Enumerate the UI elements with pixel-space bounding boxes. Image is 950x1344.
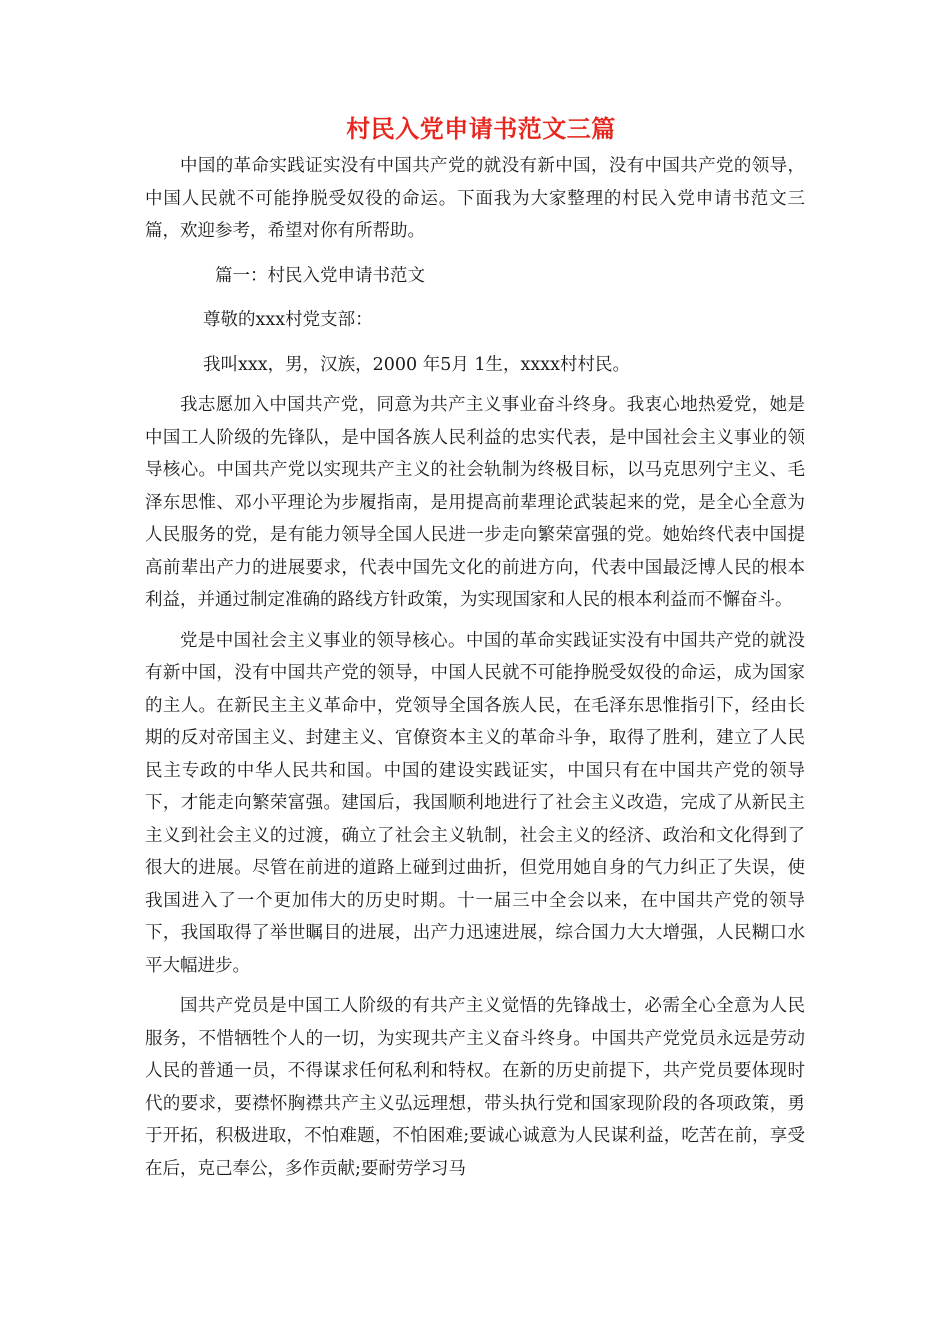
section-heading: 篇一：村民入党申请书范文 — [215, 265, 425, 286]
document-title: 村民入党申请书范文三篇 — [346, 115, 616, 143]
self-introduction: 我叫xxx，男，汉族，2000 年5月 1生，xxxx村村民。 — [203, 354, 631, 375]
intro-paragraph: 中国的革命实践证实没有中国共产党的就没有新中国，没有中国共产党的领导，中国人民就不可能挣脱受奴役的命运。下面我为大家整理的村民入党申请书范文三篇，欢迎参考，希望对你有所帮助。 — [145, 156, 805, 241]
document-body — [145, 112, 805, 1185]
body-paragraph: 国共产党员是中国工人阶级的有共产主义觉悟的先锋战士，必需全心全意为人民服务，不惜牺牲个人的一切，为实现共产主义奋斗终身。中国共产党党员永远是劳动人民的普通一员，不得谋求任何私利和特权。在新的历史前提下，共产党员要体现时代的要求，要襟怀胸襟共产主义弘远理想，带头执行党和国家现阶段的各项政策，勇于开拓，积极进取，不怕难题，不怕困难;要诚心诚意为人民谋利益，吃苦在前，享受在后，克己奉公，多作贡献;要耐劳学习马 — [145, 996, 805, 1179]
body-paragraph: 党是中国社会主义事业的领导核心。中国的革命实践证实没有中国共产党的就没有新中国，没有中国共产党的领导，中国人民就不可能挣脱受奴役的命运，成为国家的主人。在新民主主义革命中，党领导全国各族人民，在毛泽东思惟指引下，经由长期的反对帝国主义、封建主义、官僚资本主义的革命斗争，取得了胜利，建立了人民民主专政的中华人民共和国。中国的建设实践证实，中国只有在中国共产党的领导下，才能走向繁荣富强。建国后，我国顺利地进行了社会主义改造，完成了从新民主主义到社会主义的过渡，确立了社会主义轨制，社会主义的经济、政治和文化得到了很大的进展。尽管在前进的道路上碰到过曲折，但党用她自身的气力纠正了失误，使我国进入了一个更加伟大的历史时期。十一届三中全会以来，在中国共产党的领导下，我国取得了举世瞩目的进展，出产力迅速进展，综合国力大大增强，人民糊口水平大幅进步。 — [145, 630, 805, 976]
body-paragraph: 我志愿加入中国共产党，同意为共产主义事业奋斗终身。我衷心地热爱党，她是中国工人阶级的先锋队，是中国各族人民利益的忠实代表，是中国社会主义事业的领导核心。中国共产党以实现共产主义的社会轨制为终极目标，以马克思列宁主义、毛泽东思惟、邓小平理论为步履指南，是用提高前辈理论武装起来的党，是全心全意为人民服务的党，是有能力领导全国人民进一步走向繁荣富强的党。她始终代表中国提高前辈出产力的进展要求，代表中国先文化的前进方向，代表中国最泛博人民的根本利益，并通过制定准确的路线方针政策，为实现国家和人民的根本利益而不懈奋斗。 — [145, 395, 805, 610]
salutation: 尊敬的xxx村党支部： — [203, 310, 373, 330]
